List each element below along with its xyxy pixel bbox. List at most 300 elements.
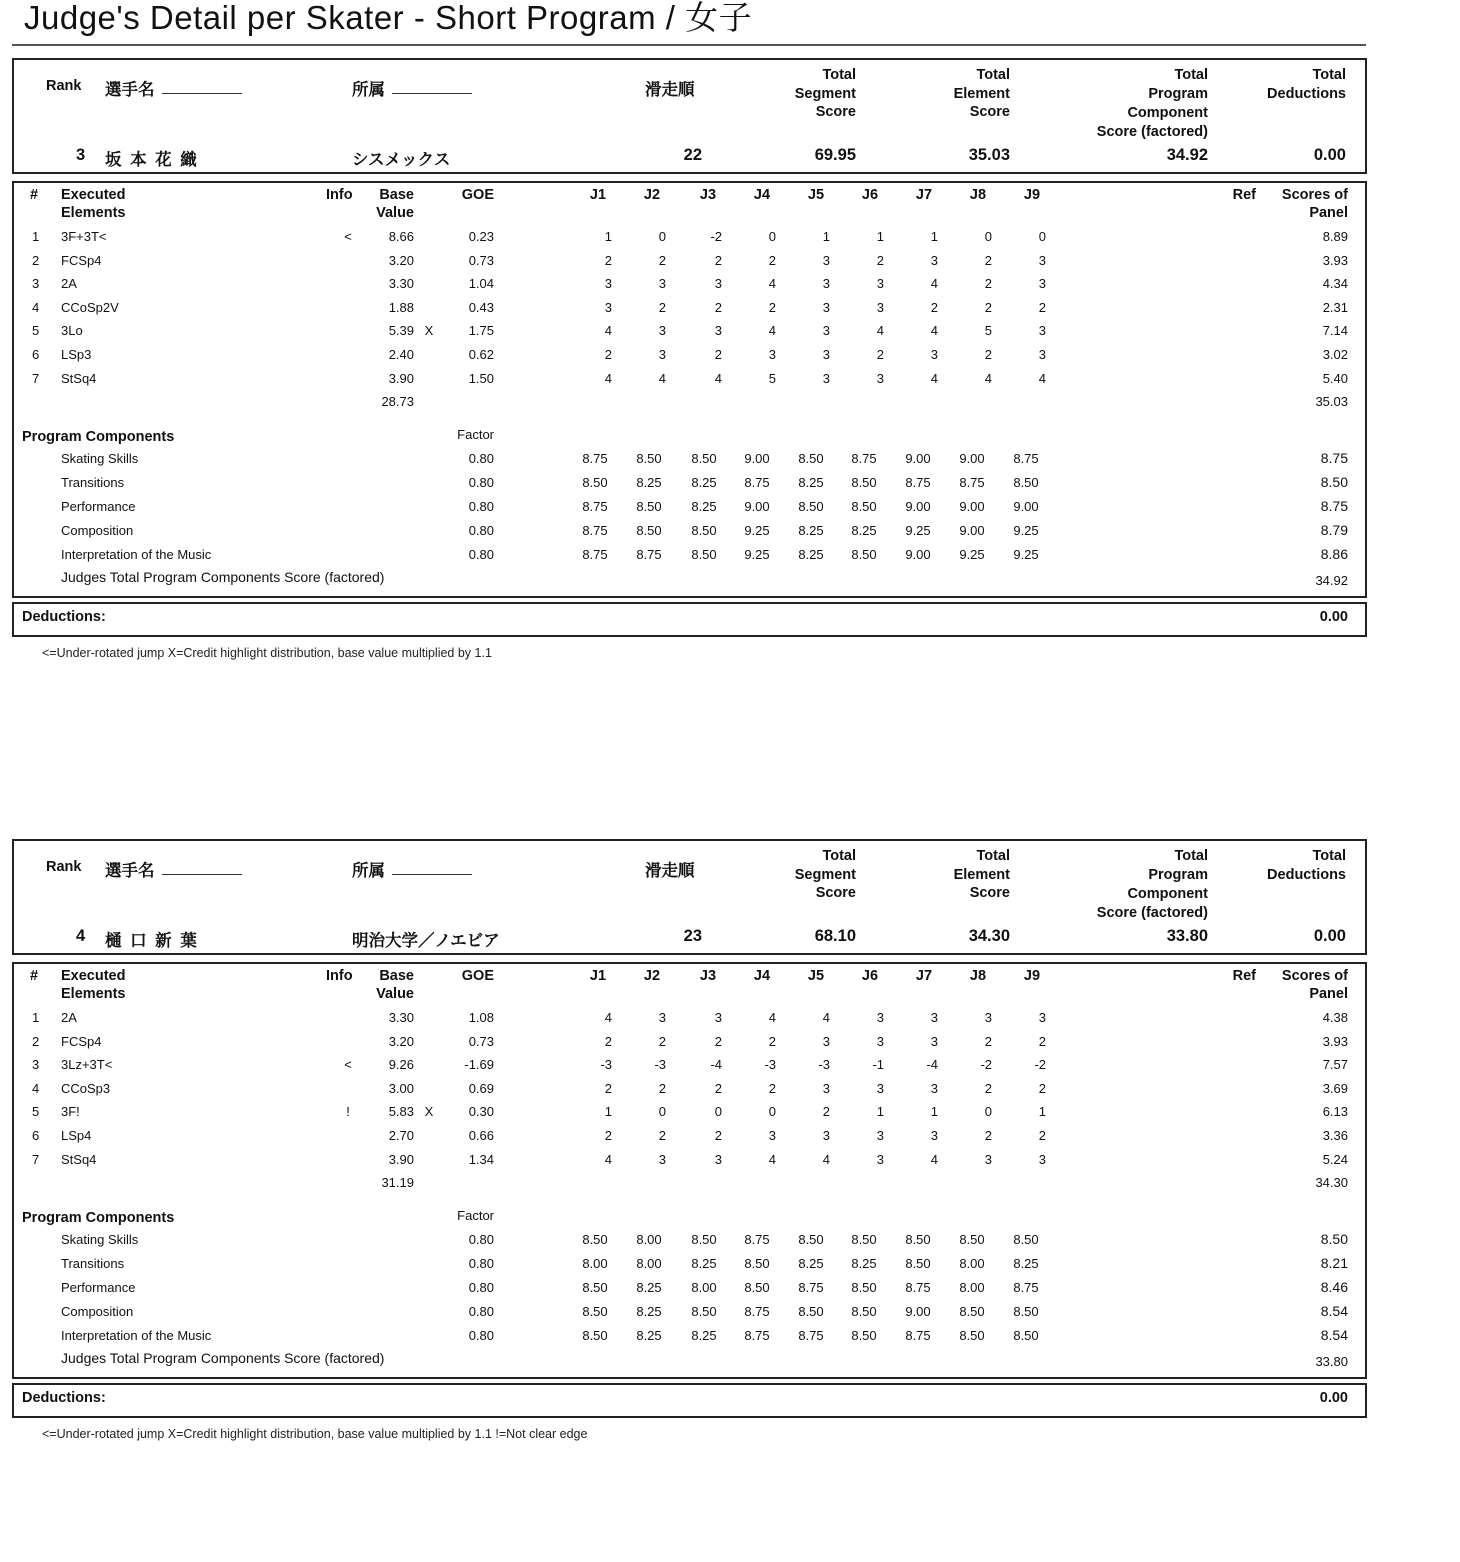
judge-goe: 2	[658, 1033, 666, 1049]
element-name: StSq4	[61, 370, 97, 386]
judge-goe: 2	[604, 1128, 612, 1143]
component-judge-score: 9.00	[959, 523, 985, 538]
judge-header: J7	[915, 968, 933, 984]
element-goe: 1.08	[468, 1010, 494, 1025]
judge-goe: 3	[1038, 276, 1046, 292]
judge-goe: 3	[658, 347, 666, 362]
panel-header: Scores of	[1281, 187, 1348, 203]
judge-goe: 3	[930, 347, 938, 362]
judge-goe: 4	[604, 1010, 612, 1025]
component-judge-score: 8.75	[905, 475, 931, 490]
pcs-label: Program	[1148, 86, 1208, 102]
component-panel-score: 8.46	[1320, 1279, 1348, 1295]
judge-goe: -4	[926, 1057, 938, 1073]
component-judge-score: 8.25	[636, 475, 662, 490]
judge-goe: 2	[714, 252, 722, 268]
component-judge-score: 8.50	[959, 1328, 985, 1343]
component-judge-score: 8.50	[851, 1280, 877, 1295]
judge-goe: 0	[658, 229, 666, 244]
judge-goe: 4	[714, 370, 722, 386]
judge-goe: 3	[876, 276, 884, 292]
judge-goe: -2	[980, 1057, 992, 1073]
component-judge-score: 8.50	[798, 451, 824, 466]
judge-goe: 2	[604, 347, 612, 362]
judge-goe: 4	[1038, 370, 1046, 386]
judge-header: J3	[699, 187, 717, 203]
executed-header: Elements	[61, 205, 126, 221]
skater-club: 明治大学／ノエビア	[352, 932, 500, 950]
element-panel-score: 5.24	[1322, 1151, 1348, 1167]
component-judge-score: 8.25	[798, 1256, 824, 1271]
judge-goe: 4	[768, 1010, 776, 1025]
element-name: CCoSp2V	[61, 299, 119, 315]
component-judge-score: 8.75	[744, 1304, 770, 1319]
element-number: 7	[32, 1151, 40, 1167]
judge-goe: 2	[714, 299, 722, 315]
element-name: LSp4	[61, 1128, 92, 1143]
judge-goe: 3	[1038, 1151, 1046, 1167]
judge-goe: 1	[930, 229, 938, 244]
judge-goe: 2	[876, 347, 884, 362]
judge-goe: 3	[930, 1128, 938, 1143]
num-header: #	[30, 968, 39, 984]
component-factor: 0.80	[468, 1328, 494, 1343]
pcs-label: Total	[1174, 848, 1208, 864]
tss-label: Total	[822, 848, 856, 864]
component-factor: 0.80	[468, 1232, 494, 1247]
component-judge-score: 8.25	[851, 523, 877, 538]
skater-pcs: 34.92	[1166, 146, 1208, 164]
element-panel-score: 3.69	[1322, 1080, 1348, 1096]
judge-header: J3	[699, 968, 717, 984]
element-goe: 1.50	[468, 370, 494, 386]
judge-header: J1	[589, 968, 607, 984]
element-base-value: 2.40	[388, 347, 414, 362]
judge-goe: 3	[768, 347, 776, 362]
judge-header: J7	[915, 187, 933, 203]
element-number: 1	[32, 1010, 40, 1025]
factor-header: Factor	[457, 1208, 494, 1223]
element-name: 2A	[61, 1010, 77, 1025]
component-name: Skating Skills	[61, 1232, 139, 1247]
element-name: 2A	[61, 276, 77, 292]
skater-name: 坂 本 花 織	[105, 151, 199, 169]
component-judge-score: 8.50	[691, 1232, 717, 1247]
element-score-total: 35.03	[1315, 394, 1348, 409]
judge-header: J1	[589, 187, 607, 203]
judge-goe: 3	[822, 347, 830, 362]
judge-goe: 2	[658, 1128, 666, 1143]
judge-goe: 3	[604, 299, 612, 315]
element-score-total: 34.30	[1315, 1175, 1348, 1190]
skater-deductions-total: 0.00	[1313, 146, 1346, 164]
judge-goe: 3	[984, 1151, 992, 1167]
component-judge-score: 9.00	[905, 499, 931, 514]
deductions-label: Total	[1312, 848, 1346, 864]
element-panel-score: 2.31	[1322, 299, 1348, 315]
element-base-value: 3.00	[388, 1080, 414, 1096]
judge-goe: 3	[768, 1128, 776, 1143]
judge-goe: 3	[822, 252, 830, 268]
component-judge-score: 9.00	[905, 547, 931, 562]
component-panel-score: 8.79	[1320, 522, 1348, 538]
component-judge-score: 8.75	[851, 451, 877, 466]
judge-goe: 3	[714, 323, 722, 339]
judge-goe: 3	[714, 276, 722, 292]
judge-header: J9	[1023, 968, 1041, 984]
judge-header: J5	[807, 968, 825, 984]
component-judge-score: 8.25	[1013, 1256, 1039, 1271]
executed-header: Executed	[61, 187, 126, 203]
judge-goe: 2	[604, 1033, 612, 1049]
skater-section	[0, 781, 1460, 1562]
element-base-value: 3.30	[388, 276, 414, 292]
judge-goe: 5	[984, 323, 992, 339]
component-judge-score: 8.50	[851, 499, 877, 514]
element-info: <	[344, 229, 352, 244]
club-underline	[392, 874, 472, 875]
judge-goe: 4	[984, 370, 992, 386]
base-header: Value	[376, 986, 414, 1002]
skater-rank: 3	[76, 146, 86, 164]
judge-goe: 0	[768, 1104, 776, 1120]
judge-goe: 1	[930, 1104, 938, 1120]
name-underline	[162, 874, 242, 875]
judge-goe: 4	[930, 323, 938, 339]
judge-goe: 3	[876, 1080, 884, 1096]
element-panel-score: 3.93	[1322, 252, 1348, 268]
judge-goe: 2	[1038, 1080, 1046, 1096]
judge-goe: 2	[768, 1080, 776, 1096]
component-judge-score: 8.50	[636, 523, 662, 538]
rank-label: Rank	[46, 78, 82, 94]
element-goe: 0.43	[468, 299, 494, 315]
judge-header: J2	[643, 187, 661, 203]
judge-goe: 4	[930, 276, 938, 292]
judge-goe: 2	[604, 252, 612, 268]
executed-header: Elements	[61, 986, 126, 1002]
judge-goe: 4	[604, 1151, 612, 1167]
element-base-value: 3.90	[388, 370, 414, 386]
component-judge-score: 8.25	[798, 475, 824, 490]
component-judge-score: 8.50	[851, 1304, 877, 1319]
legend-note: <=Under-rotated jump X=Credit highlight distribution, base value multiplied by 1.1	[42, 646, 492, 660]
component-judge-score: 9.00	[959, 499, 985, 514]
pcs-total: 33.80	[1315, 1354, 1348, 1369]
element-base-value: 5.83	[388, 1104, 414, 1120]
tes-label: Element	[953, 85, 1010, 102]
element-base-value: 9.26	[388, 1057, 414, 1073]
judge-goe: 2	[714, 1033, 722, 1049]
element-panel-score: 5.40	[1322, 370, 1348, 386]
component-judge-score: 8.50	[851, 547, 877, 562]
tes-label: Element	[953, 866, 1010, 883]
component-judge-score: 8.50	[959, 1304, 985, 1319]
judge-goe: -2	[1034, 1057, 1046, 1073]
judge-goe: 4	[822, 1010, 830, 1025]
component-panel-score: 8.75	[1320, 450, 1348, 466]
deductions-label: Deductions	[1267, 85, 1346, 102]
component-name: Transitions	[61, 475, 125, 490]
skater-pcs: 33.80	[1166, 927, 1208, 945]
element-number: 1	[32, 229, 40, 244]
pcs-label: Total	[1174, 67, 1208, 83]
judge-goe: 2	[714, 347, 722, 362]
program-components-heading: Program Components	[22, 1210, 175, 1226]
element-name: StSq4	[61, 1151, 97, 1167]
rank-label: Rank	[46, 859, 82, 875]
judge-goe: 2	[714, 1080, 722, 1096]
judge-goe: 3	[714, 1010, 722, 1025]
element-number: 5	[32, 323, 40, 339]
component-judge-score: 8.00	[691, 1280, 717, 1295]
element-base-value: 2.70	[388, 1128, 414, 1143]
judge-header: J4	[753, 187, 771, 203]
component-judge-score: 8.25	[851, 1256, 877, 1271]
judge-goe: 3	[1038, 323, 1046, 339]
component-judge-score: 8.50	[582, 1304, 608, 1319]
judge-goe: -2	[710, 229, 722, 244]
component-judge-score: 8.50	[636, 451, 662, 466]
component-judge-score: 8.50	[798, 1304, 824, 1319]
judge-goe: -1	[872, 1057, 884, 1073]
name-underline	[162, 93, 242, 94]
component-factor: 0.80	[468, 451, 494, 466]
component-factor: 0.80	[468, 475, 494, 490]
component-panel-score: 8.54	[1320, 1303, 1348, 1319]
component-judge-score: 8.75	[582, 547, 608, 562]
element-goe: 1.04	[468, 276, 494, 292]
base-value-total: 28.73	[381, 394, 414, 409]
base-header: Value	[376, 205, 414, 221]
judge-goe: 2	[984, 1080, 992, 1096]
component-judge-score: 8.50	[851, 1328, 877, 1343]
component-judge-score: 8.50	[582, 1232, 608, 1247]
base-value-total: 31.19	[381, 1175, 414, 1190]
judge-goe: 0	[984, 229, 992, 244]
component-name: Interpretation of the Music	[61, 547, 212, 562]
judge-goe: 3	[930, 1080, 938, 1096]
tss-label: Segment	[794, 866, 856, 883]
element-name: CCoSp3	[61, 1080, 111, 1096]
pcs-label: Program	[1148, 867, 1208, 883]
judge-goe: 2	[768, 252, 776, 268]
element-number: 5	[32, 1104, 40, 1120]
info-header: Info	[326, 968, 353, 984]
judge-goe: -3	[764, 1057, 776, 1073]
component-judge-score: 8.00	[582, 1256, 608, 1271]
component-judge-score: 9.25	[1013, 547, 1039, 562]
pcs-label: Score (factored)	[1096, 905, 1208, 921]
judge-goe: 2	[984, 1033, 992, 1049]
skater-start-no: 23	[683, 927, 702, 945]
judge-goe: 3	[930, 252, 938, 268]
program-components-heading: Program Components	[22, 429, 175, 445]
judge-goe: 3	[822, 299, 830, 315]
component-judge-score: 8.75	[636, 547, 662, 562]
element-goe: 1.34	[468, 1151, 494, 1167]
component-judge-score: 8.25	[636, 1304, 662, 1319]
judge-goe: 1	[604, 1104, 612, 1120]
judge-goe: 2	[1038, 299, 1046, 315]
component-judge-score: 8.50	[636, 499, 662, 514]
component-judge-score: 8.50	[1013, 1304, 1039, 1319]
num-header: #	[30, 187, 39, 203]
element-panel-score: 8.89	[1322, 229, 1348, 244]
component-judge-score: 8.50	[582, 475, 608, 490]
judge-goe: 4	[604, 323, 612, 339]
judge-goe: 3	[876, 1033, 884, 1049]
skater-start-no: 22	[683, 146, 702, 164]
component-judge-score: 8.75	[744, 475, 770, 490]
judge-goe: -3	[818, 1057, 830, 1073]
judge-goe: 4	[768, 276, 776, 292]
element-panel-score: 4.34	[1322, 276, 1348, 292]
element-base-value: 3.30	[388, 1010, 414, 1025]
judge-header: J4	[753, 968, 771, 984]
element-panel-score: 7.14	[1322, 323, 1348, 339]
judge-goe: -3	[600, 1057, 612, 1073]
component-judge-score: 9.25	[959, 547, 985, 562]
component-judge-score: 8.25	[798, 547, 824, 562]
component-judge-score: 8.50	[691, 547, 717, 562]
skater-tes: 34.30	[968, 927, 1010, 945]
component-judge-score: 9.00	[959, 451, 985, 466]
element-number: 3	[32, 276, 40, 292]
judge-goe: 3	[822, 276, 830, 292]
component-judge-score: 8.50	[1013, 475, 1039, 490]
judge-goe: 0	[658, 1104, 666, 1120]
element-goe: 0.30	[468, 1104, 494, 1120]
judge-goe: 0	[984, 1104, 992, 1120]
component-judge-score: 8.75	[744, 1328, 770, 1343]
element-panel-score: 3.36	[1322, 1128, 1348, 1143]
element-base-value: 3.20	[388, 252, 414, 268]
judge-goe: 4	[930, 370, 938, 386]
component-judge-score: 8.50	[691, 451, 717, 466]
component-judge-score: 8.75	[905, 1328, 931, 1343]
skater-club: シスメックス	[352, 151, 451, 169]
judge-goe: 3	[1038, 347, 1046, 362]
skater-name: 樋 口 新 葉	[105, 932, 199, 950]
club-underline	[392, 93, 472, 94]
component-name: Composition	[61, 1304, 134, 1319]
element-credit-x: X	[424, 323, 434, 339]
tes-label: Score	[969, 885, 1010, 901]
component-judge-score: 8.25	[798, 523, 824, 538]
component-judge-score: 8.75	[959, 475, 985, 490]
component-judge-score: 8.50	[582, 1328, 608, 1343]
start-label: 滑走順	[645, 81, 695, 99]
judge-goe: 2	[658, 252, 666, 268]
skater-deductions-total: 0.00	[1313, 927, 1346, 945]
judge-goe: 3	[658, 323, 666, 339]
tss-label: Segment	[794, 85, 856, 102]
element-base-value: 5.39	[388, 323, 414, 339]
element-base-value: 1.88	[388, 299, 414, 315]
component-name: Composition	[61, 523, 134, 538]
element-panel-score: 4.38	[1322, 1010, 1348, 1025]
element-goe: 1.75	[468, 323, 494, 339]
element-info: <	[344, 1057, 352, 1073]
goe-header: GOE	[461, 968, 494, 984]
element-panel-score: 6.13	[1322, 1104, 1348, 1120]
component-panel-score: 8.50	[1320, 1231, 1348, 1247]
judge-goe: 3	[876, 1151, 884, 1167]
judge-goe: 3	[658, 1151, 666, 1167]
judge-goe: 2	[658, 1080, 666, 1096]
panel-header: Scores of	[1281, 968, 1348, 984]
judge-goe: 3	[930, 1010, 938, 1025]
judge-goe: 2	[658, 299, 666, 315]
judge-goe: 1	[876, 1104, 884, 1120]
judges-total-label: Judges Total Program Components Score (factored)	[61, 569, 385, 585]
judge-goe: 4	[930, 1151, 938, 1167]
element-panel-score: 7.57	[1322, 1057, 1348, 1073]
element-number: 4	[32, 299, 40, 315]
component-judge-score: 8.25	[691, 1328, 717, 1343]
component-judge-score: 8.50	[905, 1256, 931, 1271]
judge-header: J2	[643, 968, 661, 984]
judge-goe: 3	[822, 370, 830, 386]
judge-goe: 3	[930, 1033, 938, 1049]
component-name: Transitions	[61, 1256, 125, 1271]
tes-label: Total	[976, 67, 1010, 83]
element-number: 7	[32, 370, 40, 386]
deductions-heading: Deductions:	[22, 609, 106, 625]
element-base-value: 3.90	[388, 1151, 414, 1167]
element-panel-score: 3.93	[1322, 1033, 1348, 1049]
judge-goe: 3	[822, 1128, 830, 1143]
judge-goe: 3	[876, 1128, 884, 1143]
judge-goe: 2	[984, 252, 992, 268]
element-name: 3Lo	[61, 323, 83, 339]
component-judge-score: 8.25	[636, 1280, 662, 1295]
judge-goe: 0	[714, 1104, 722, 1120]
judge-goe: 3	[876, 299, 884, 315]
pcs-label: Component	[1127, 886, 1208, 902]
element-credit-x: X	[424, 1104, 434, 1120]
component-judge-score: 8.50	[1013, 1328, 1039, 1343]
element-panel-score: 3.02	[1322, 347, 1348, 362]
component-factor: 0.80	[468, 547, 494, 562]
element-number: 6	[32, 347, 40, 362]
page-title: Judge's Detail per Skater - Short Program / 女子	[24, 0, 753, 36]
component-judge-score: 9.25	[744, 547, 770, 562]
element-base-value: 8.66	[388, 229, 414, 244]
tss-label: Total	[822, 67, 856, 83]
deductions-value: 0.00	[1319, 1390, 1348, 1406]
judge-header: J6	[861, 968, 879, 984]
judge-goe: 4	[658, 370, 666, 386]
component-judge-score: 8.75	[798, 1280, 824, 1295]
component-judge-score: 8.75	[582, 523, 608, 538]
component-judge-score: 9.25	[744, 523, 770, 538]
component-panel-score: 8.75	[1320, 498, 1348, 514]
executed-header: Executed	[61, 968, 126, 984]
legend-note: <=Under-rotated jump X=Credit highlight distribution, base value multiplied by 1.1 !=Not clear edge	[42, 1427, 588, 1441]
element-name: 3F+3T<	[61, 229, 107, 244]
judge-goe: 2	[714, 1128, 722, 1143]
skater-tss: 68.10	[814, 927, 856, 945]
judge-goe: 2	[984, 276, 992, 292]
tes-label: Score	[969, 104, 1010, 120]
ref-header: Ref	[1232, 187, 1256, 203]
judge-goe: 2	[876, 252, 884, 268]
judge-goe: 2	[1038, 1033, 1046, 1049]
element-goe: 0.23	[468, 229, 494, 244]
component-panel-score: 8.50	[1320, 474, 1348, 490]
